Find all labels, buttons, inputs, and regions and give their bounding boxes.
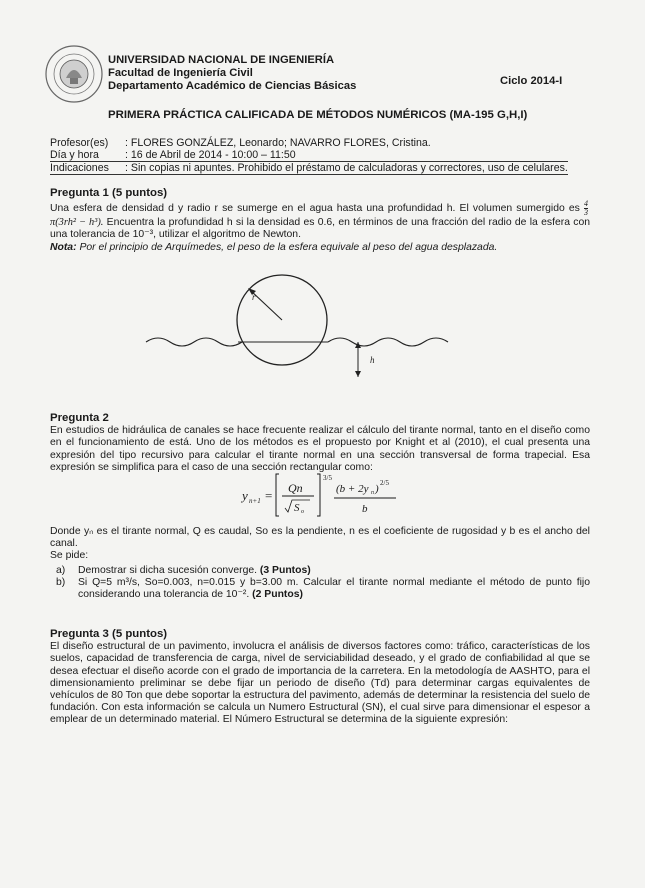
header-block [108,54,356,93]
exam-info [50,137,568,175]
date-value: : 16 de Abril de 2014 - 10:00 – 11:50 [125,149,296,161]
professor-label: Profesor(es) [50,137,109,149]
note-label: Nota: [50,241,77,253]
date-row [50,149,568,161]
water-surface-right [328,338,448,346]
svg-text:y: y [242,488,248,503]
question-2 [50,412,590,474]
department-name: Departamento Académico de Ciencias Básicas [108,80,357,92]
question-2-donde: Donde yₙ es el tirante normal, Q es caudal, So es la pendiente, n es el coeficiente de rugosidad y b es el ancho del canal. [50,526,590,550]
item-b-points: (2 Puntos) [252,589,303,601]
question-1-text-2: Encuentra la profundidad h si la densidad es 0.6, en términos de una fracción del radio de la esfera con una tolerancia de 10⁻³, utilizar el algoritmo de Newton. [50,217,590,241]
svg-text:n: n [371,490,374,496]
faculty-name: Facultad de Ingeniería Civil [108,67,253,79]
sphere-diagram [140,262,500,392]
item-a-text: Demostrar si dicha sucesión converge. [78,564,260,576]
depth-arrow-bottom [355,371,361,377]
university-name: UNIVERSIDAD NACIONAL DE INGENIERÍA [108,54,335,66]
svg-text:o: o [301,509,304,515]
professor-value: : FLORES GONZÁLEZ, Leonardo; NAVARRO FLORES, Cristina. [125,137,431,149]
indications-label: Indicaciones [50,162,109,174]
svg-text:S: S [294,502,300,514]
svg-text:3/5: 3/5 [323,474,332,482]
item-a-label: a) [56,564,66,576]
question-1-text-1: Una esfera de densidad d y radio r se sumerge en el agua hasta una profundidad h. El volumen sumergido es [50,203,580,215]
item-b-label: b) [56,576,66,588]
radius-label: r [252,292,256,302]
depth-arrow-top [355,342,361,348]
svg-text:n+1: n+1 [249,497,261,505]
question-2-continued [50,526,590,601]
item-b-text: Si Q=5 m³/s, So=0.003, n=0.015 y b=3.00 m. Calcular el tirante normal mediante el método de punto fijo considerando una tolerancia de 10⁻². [78,576,590,601]
svg-text:=: = [265,488,273,503]
question-2-item-a [50,565,590,577]
question-1-volume-formula: $\frac{4}{3}$ π(3rh² − h³). [50,199,589,229]
question-2-text: En estudios de hidráulica de canales se hace frecuente realizar el cálculo del tirante normal, tanto en el diseño como en el funcionamiento de está. Uno de los métodos es el propuesto por Knight et al (2010), el cual presenta una expresión del tipo recursivo para calcular el tirante normal en una sección transversal de forma trapecial. Esa expresión se simplifica para el caso de una sección rectangular como: [50,425,590,473]
university-seal-icon [44,44,104,104]
professor-row [50,137,568,149]
question-3-title: Pregunta 3 (5 puntos) [50,628,168,640]
depth-label: h [370,355,375,365]
date-label: Día y hora [50,149,99,161]
question-2-item-b [50,577,590,601]
question-3-text: El diseño estructural de un pavimento, involucra el análisis de diversos factores como: tráfico, características de los suelos, capacidad de transferencia de carga, nivel de serviciabilidad deseado, y el grado de confiabilidad al que se desea efectuar el diseño acorde con el grado de importancia de la carretera. En la metodología de AASHTO, para el dimensionamiento preliminar se debe fijar un periodo de diseño (Td) para determinar cargas equivalentes de vehículos de 80 Ton que debe soportar la estructura del pavimento, además de determinar la resistencia del suelo de fundación. Con esta información se calcula un Numero Estructural (SN), el cual sirve para dimensionar el espesor a emplear de un determinado material. El Número Estructural se determina de la siguiente expresión: [50,641,590,726]
indications-value: : Sin copias ni apuntes. Prohibido el préstamo de calculadoras y correctores, uso de celulares. [125,162,568,174]
question-1-body [50,200,590,241]
svg-text:b: b [362,503,368,515]
question-1 [50,187,590,254]
svg-text:Qn: Qn [288,481,303,495]
exam-title: PRIMERA PRÁCTICA CALIFICADA DE MÉTODOS NUMÉRICOS (MA-195 G,H,I) [108,109,528,121]
question-2-items [50,565,590,602]
note-text: Por el principio de Arquímedes, el peso de la esfera equivale al peso del agua desplazada. [76,241,498,253]
question-1-note [50,242,590,254]
item-a-points: (3 Puntos) [259,564,311,576]
svg-text:2/5: 2/5 [380,479,389,487]
svg-text:(b + 2y: (b + 2y [336,483,369,495]
indications-row [50,161,568,175]
question-3 [50,628,590,727]
question-2-title: Pregunta 2 [50,412,109,424]
question-2-se-pide: Se pide: [50,550,89,562]
cycle-label: Ciclo 2014-I [500,75,563,87]
water-surface [146,338,242,346]
question-1-title: Pregunta 1 (5 puntos) [50,187,168,199]
svg-text:): ) [375,483,379,495]
recursive-formula [238,470,408,522]
